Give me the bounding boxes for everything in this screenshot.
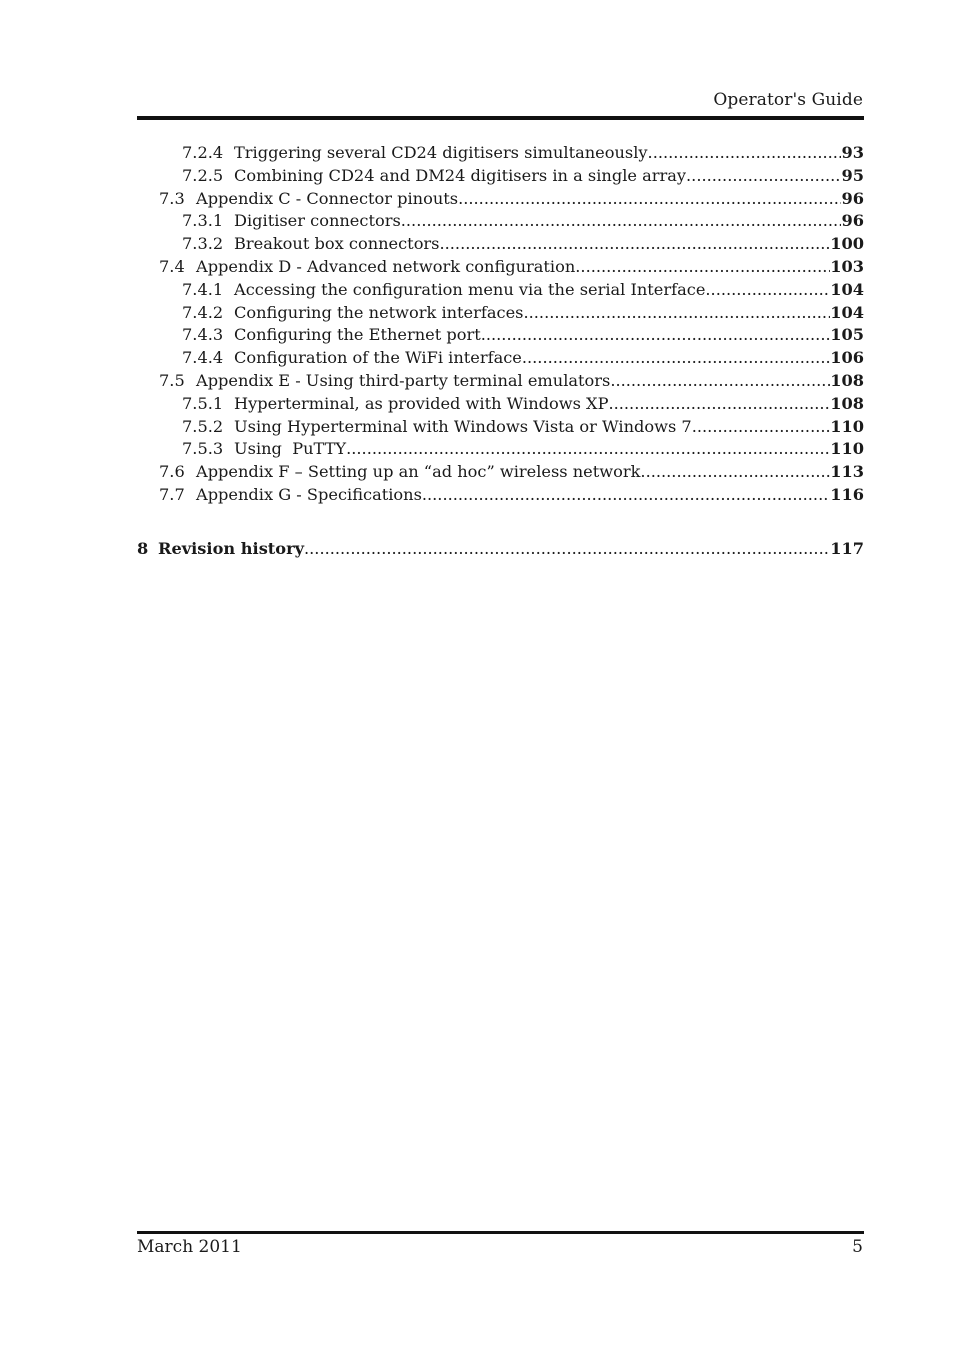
toc-entry-title: Configuring the network interfaces [234,302,524,322]
dot-leader [523,302,830,325]
toc-entry-title: Appendix E - Using third-party terminal emulators [196,371,611,390]
running-header-title: Operator's Guide [713,90,863,110]
toc-entry[interactable] [182,279,864,302]
toc-entry[interactable] [182,347,864,370]
toc-entry-number: 7.5.1 [182,393,224,413]
toc-entry[interactable] [159,461,864,484]
toc-entry-page: 106 [830,348,864,368]
dot-leader [705,279,830,302]
toc-entry-page: 110 [830,416,864,436]
dot-leader [640,461,830,484]
toc-entry-number: 7.4.3 [182,325,224,345]
toc-entry-number: 7.6 [159,462,185,482]
toc-entry-title: Using Hyperterminal with Windows Vista or Windows 7 [234,416,692,436]
dot-leader [686,165,841,188]
toc-entry-title: Combining CD24 and DM24 digitisers in a single array [234,165,687,185]
footer-page-number: 5 [852,1237,863,1257]
toc-entry-number: 7.5 [159,371,185,390]
dot-leader [522,347,830,370]
toc-entry-title: Configuration of the WiFi interface [234,348,522,368]
toc-entry-page: 100 [830,234,864,254]
dot-leader [439,233,830,256]
toc-entry-number: 8 [137,539,149,558]
toc-entry[interactable] [182,438,864,461]
toc-entry-title: Appendix C - Connector pinouts [196,188,459,208]
toc-entry-page: 96 [841,211,864,231]
toc-entry-number: 7.5.3 [182,439,224,459]
toc-entry-title: Accessing the configuration menu via the serial Interface [234,279,706,299]
dot-leader [346,438,830,461]
toc-entry[interactable] [159,188,864,211]
toc-entry-title: Configuring the Ethernet port [234,325,481,345]
toc-entry[interactable] [182,416,864,439]
toc-entry[interactable] [159,484,864,507]
dot-leader [422,484,830,507]
dot-leader [692,416,830,439]
toc-entry-number: 7.3.1 [182,211,224,231]
toc-entry-title: Breakout box connectors [234,234,440,254]
dot-leader [610,370,830,393]
toc-entry-number: 7.7 [159,485,185,504]
toc-entry-number: 7.4.2 [182,302,224,322]
toc-entry[interactable] [182,142,864,165]
toc-entry-page: 108 [830,371,864,390]
toc-entry-title: Triggering several CD24 digitisers simultaneously [234,143,648,162]
toc-entry[interactable] [159,370,864,393]
toc-entry[interactable] [182,393,864,416]
toc-entry-page: 113 [830,462,864,482]
toc-entry-title: Digitiser connectors [234,211,401,231]
toc-entry-page: 104 [830,302,864,322]
dot-leader [304,538,830,561]
toc-entry-number: 7.4.1 [182,279,224,299]
toc-entry-number: 7.4 [159,257,185,276]
toc-entry[interactable] [159,256,864,279]
toc-chapter-entry[interactable] [137,538,864,561]
toc-entry-page: 93 [841,143,864,162]
toc-entry-page: 117 [830,539,864,558]
dot-leader [458,188,841,211]
toc-entry[interactable] [182,302,864,325]
toc-entry[interactable] [182,324,864,347]
footer-date: March 2011 [137,1237,242,1257]
toc-entry-title: Hyperterminal, as provided with Windows XP [234,393,609,413]
toc-entry-number: 7.3 [159,188,185,208]
toc-entry[interactable] [182,165,864,188]
toc-entry-page: 116 [830,485,864,504]
toc-entry-title: Using PuTTY [234,439,347,459]
toc-entry[interactable] [182,210,864,233]
toc-entry-number: 7.3.2 [182,234,224,254]
toc-entry[interactable] [182,233,864,256]
toc-entry-number: 7.2.4 [182,143,224,162]
header-rule [137,116,864,120]
dot-leader [648,142,842,165]
dot-leader [481,324,830,347]
dot-leader [401,210,842,233]
footer-rule [137,1231,864,1234]
toc-entry-number: 7.2.5 [182,165,224,185]
dot-leader [608,393,830,416]
toc-entry-page: 95 [841,165,864,185]
toc-entry-page: 110 [830,439,864,459]
toc-entry-number: 7.4.4 [182,348,224,368]
toc-entry-title: Appendix F – Setting up an “ad hoc” wireless network [196,462,641,482]
toc-entry-page: 103 [830,257,864,276]
toc-entry-title: Appendix G - Specifications [196,485,422,504]
toc-entry-page: 96 [841,188,864,208]
toc-entry-page: 105 [830,325,864,345]
toc-entry-page: 104 [830,279,864,299]
toc-entry-title: Appendix D - Advanced network configuration [196,257,576,276]
dot-leader [575,256,830,279]
toc-entry-number: 7.5.2 [182,416,224,436]
toc-entry-title: Revision history [158,539,305,558]
toc-entry-page: 108 [830,393,864,413]
